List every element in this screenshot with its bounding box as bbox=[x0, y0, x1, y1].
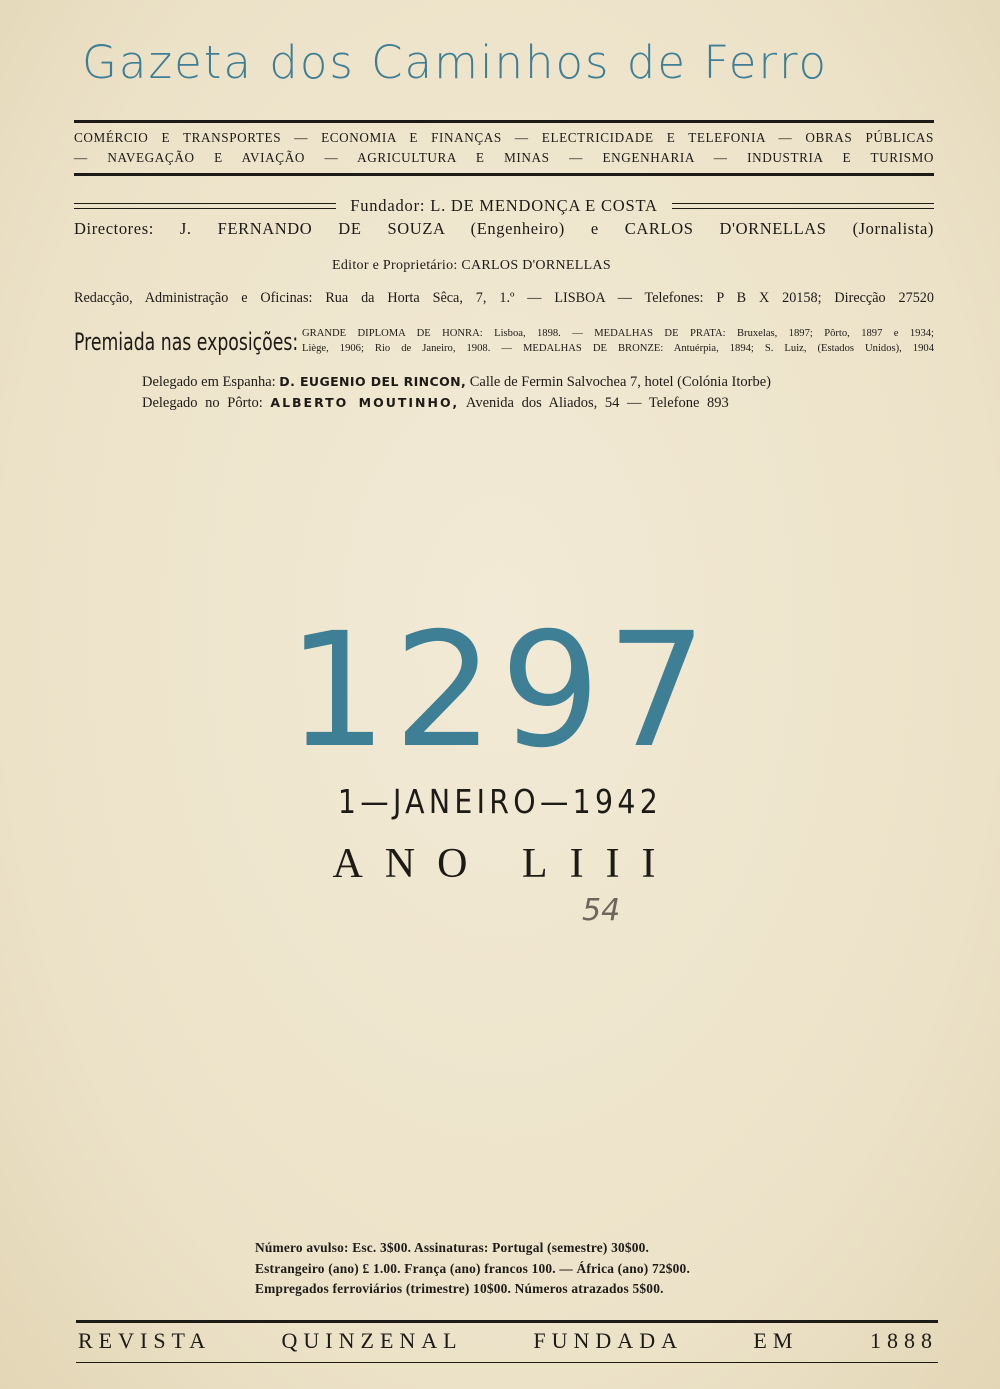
issue-date: 1—JANEIRO—1942 bbox=[337, 782, 663, 821]
awards-line-1: GRANDE DIPLOMA DE HONRA: Lisboa, 1898. — MEDALHAS DE PRATA: Bruxelas, 1897; Pôrto, 1897 e 1934; bbox=[302, 328, 934, 339]
subjects-bottom-rule bbox=[74, 173, 934, 176]
address-line: Redacção, Administração e Oficinas: Rua da Horta Sêca, 7, 1.º — LISBOA — Telefones: P B X 20158; Direcção 27520 bbox=[74, 290, 934, 306]
handwritten-note: 54 bbox=[582, 893, 621, 928]
price-line-2: Estrangeiro (ano) £ 1.00. França (ano) francos 100. — África (ano) 72$00. bbox=[255, 1261, 690, 1276]
footer-bottom-rule bbox=[76, 1362, 938, 1363]
founder-line bbox=[74, 196, 934, 216]
founder-text: Fundador: L. DE MENDONÇA E COSTA bbox=[350, 196, 658, 215]
delegate-spain-label: Delegado em Espanha: bbox=[142, 374, 276, 390]
founder-rule-right bbox=[672, 203, 934, 209]
delegate-porto-name: ALBERTO MOUTINHO, bbox=[270, 395, 460, 410]
top-rule bbox=[74, 120, 934, 123]
editor-line: Editor e Proprietário: CARLOS D'ORNELLAS bbox=[332, 258, 611, 273]
delegate-spain-name: D. EUGENIO DEL RINCON, bbox=[279, 374, 467, 389]
subjects-line-1: COMÉRCIO E TRANSPORTES — ECONOMIA E FINANÇAS — ELECTRICIDADE E TELEFONIA — OBRAS PÚBLICAS bbox=[74, 130, 934, 145]
issue-year: ANO LIII bbox=[332, 841, 678, 887]
delegate-spain bbox=[142, 374, 771, 391]
directors-line: Directores: J. FERNANDO DE SOUZA (Engenheiro) e CARLOS D'ORNELLAS (Jornalista) bbox=[74, 219, 934, 238]
subjects-line-2: — NAVEGAÇÃO E AVIAÇÃO — AGRICULTURA E MINAS — ENGENHARIA — INDUSTRIA E TURISMO bbox=[74, 150, 934, 165]
footer-rule bbox=[76, 1320, 938, 1323]
delegate-spain-address: Calle de Fermin Salvochea 7, hotel (Colónia Itorbe) bbox=[469, 374, 771, 390]
footer-tagline: REVISTA QUINZENAL FUNDADA EM 1888 bbox=[78, 1328, 938, 1353]
masthead-title: Gazeta dos Caminhos de Ferro bbox=[82, 36, 828, 89]
awards-line-2: Liège, 1906; Rio de Janeiro, 1908. — MEDALHAS DE BRONZE: Antuérpia, 1894; S. Luiz, (Estados Unidos), 1904 bbox=[302, 343, 934, 354]
price-line-1: Número avulso: Esc. 3$00. Assinaturas: Portugal (semestre) 30$00. bbox=[255, 1240, 650, 1255]
founder-rule-left bbox=[74, 203, 336, 209]
delegate-porto bbox=[142, 395, 729, 412]
issue-number: 1297 bbox=[286, 599, 714, 783]
delegate-porto-label: Delegado no Pôrto: bbox=[142, 395, 263, 411]
price-line-3: Empregados ferroviários (trimestre) 10$00. Números atrazados 5$00. bbox=[255, 1281, 664, 1296]
delegate-porto-address: Avenida dos Aliados, 54 — Telefone 893 bbox=[465, 395, 729, 411]
awards-heading: Premiada nas exposições: bbox=[74, 328, 299, 356]
